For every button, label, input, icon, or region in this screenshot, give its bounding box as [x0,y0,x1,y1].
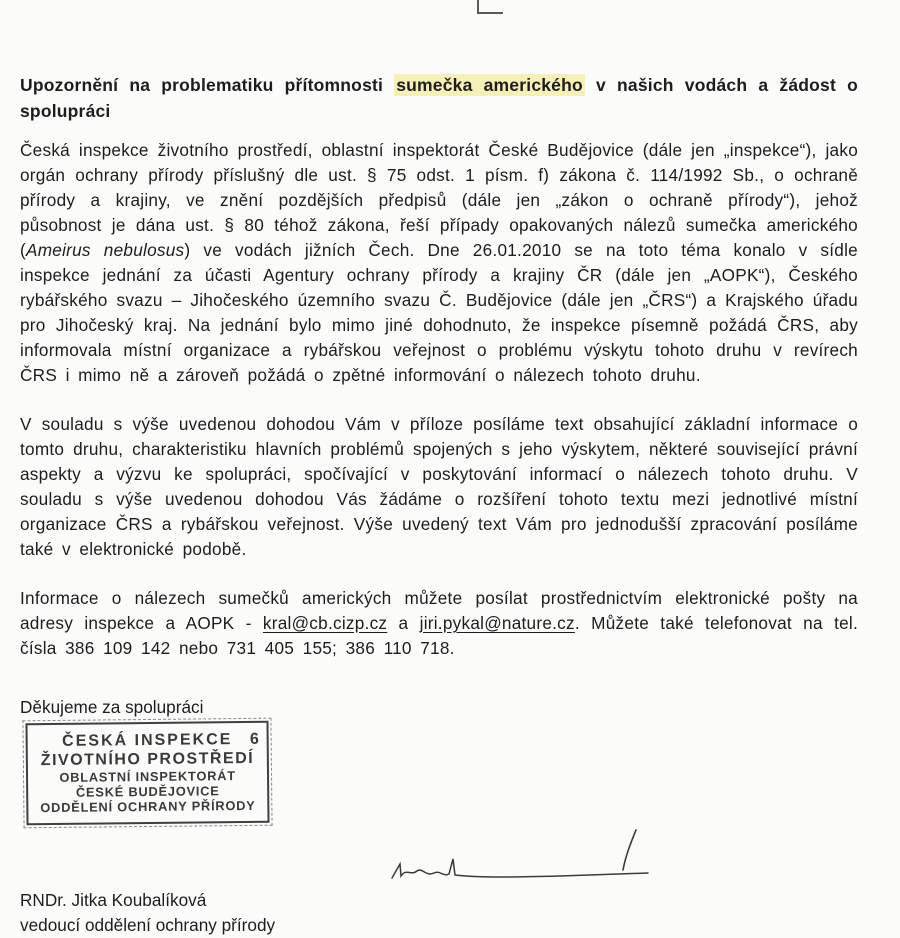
paragraph3-text-a: Informace o nálezech sumečků amerických můžete posílat prostřednictvím elektronické pošty na adresy inspekce a AOPK - [20,588,858,633]
stamp-line-5: ODDĚLENÍ OCHRANY PŘÍRODY [40,797,256,816]
paragraph1-text-b: ) ve vodách jižních Čech. Dne 26.01.2010 se na toto téma konalo v sídle inspekce jednání za účasti Agentury ochrany přírody a krajiny ČR (dále jen „AOPK“), Českého rybářského svazu – Jihočeského územního svazu Č. Budějovice (dále jen „ČRS“) a Krajského úřadu pro Jihočeský kraj. Na jednání bylo mimo jiné dohodnuto, že inspekce písemně požádá ČRS, aby informovala místní organizace a rybářskou veřejnost o problému výskytu tohoto druhu v revírech ČRS i mimo ně a zároveň požádá o zpětné informování o nálezech tohoto druhu. [20,240,858,385]
handwritten-signature [380,828,858,886]
signature-stroke [380,828,680,886]
stamp-line-2: ŽIVOTNÍHO PROSTŘEDÍ [40,749,255,770]
paragraph3-text-b: a [387,613,420,633]
email-link-pykal[interactable]: jiri.pykal@nature.cz [419,613,575,633]
subject-text-after: v našich vodách a žádost o spolupráci [20,75,859,121]
paragraph-contact-info [20,586,858,661]
paragraph-attachment-request: V souladu s výše uvedenou dohodou Vám v příloze posíláme text obsahující základní informace o tomto druhu, charakteristiku hlavních problémů spojených s jeho výskytem, některé související právní aspekty a výzvu ke spolupráci, spočívající v poskytování informací o nálezech tohoto druhu. V souladu s výše uvedenou dohodou Vás žádáme o rozšíření tohoto textu mezi jednotlivé místní organizace ČRS a rybářskou veřejnost. Výše uvedený text Vám pro jednodušší zpracování posíláme také v elektronické podobě. [20,414,858,559]
email-link-kral[interactable]: kral@cb.cizp.cz [262,613,388,633]
subject-highlighted-text: sumečka amerického [396,75,583,95]
paragraph1-text-a: Česká inspekce životního prostředí, oblastní inspektorát České Budějovice (dále jen „inspekce“), jako orgán ochrany přírody příslušný dle ust. § 75 odst. 1 písm. f) zákona č. 114/1992 Sb., o ochraně přírody a krajiny, ve znění pozdějších předpisů (dále jen „zákon o ochraně přírody“), jehož působnost je dána ust. § 80 téhož zákona, řeší případy opakovaných nálezů sumečka amerického ( [20,140,858,260]
closing-thanks: Děkujeme za spolupráci [20,697,204,717]
paragraph-introduction [20,138,858,388]
official-stamp [25,721,269,826]
signer-block [20,888,858,938]
species-latin-name: Ameirus nebulosus [25,240,185,260]
subject-text-before: Upozornění na problematiku přítomnosti [20,75,395,95]
paragraph3-text-c: . Můžete také telefonovat na tel. čísla 386 109 142 nebo 731 405 155; 386 110 718. [20,613,858,658]
stamp-org-name-1: ČESKÁ INSPEKCE [62,731,233,750]
stamp-line-4: ČESKÉ BUDĚJOVICE [75,783,220,800]
signer-name: RNDr. Jitka Koubalíková [20,890,207,910]
signer-role: vedoucí oddělení ochrany přírody [20,915,276,935]
stamp-line-3: OBLASTNÍ INSPEKTORÁT [59,768,236,785]
stamp-number: 6 [249,730,259,748]
stamp-line-1 [40,730,259,751]
scan-corner-mark [477,0,503,14]
letter-subject [20,72,858,124]
